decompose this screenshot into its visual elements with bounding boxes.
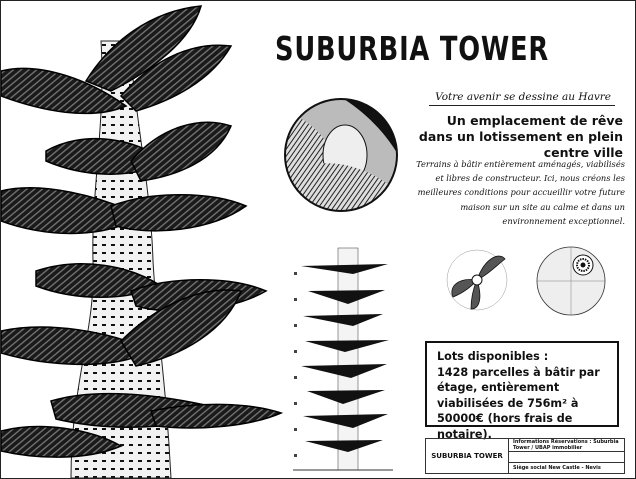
circular-render — [283, 97, 399, 213]
page-title: SUBURBIA TOWER — [275, 29, 550, 68]
title-block — [425, 438, 625, 474]
tagline-divider — [429, 105, 615, 106]
available-lots-box — [425, 341, 619, 441]
title-block-details — [509, 439, 624, 473]
title-block-office: Siège social New Castle - Nevis — [509, 462, 624, 473]
tower-elevation-drawing — [293, 246, 393, 472]
rotor-plan-drawing — [445, 247, 509, 313]
lots-heading: Lots disponibles : — [437, 350, 549, 363]
title-block-info: Informations Réservations : Suburbia Tower / UBAP immobilier — [513, 439, 619, 451]
headline: Un emplacement de rêve dans un lotissement en plein centre ville — [418, 113, 623, 160]
title-block-name: SUBURBIA TOWER — [426, 439, 509, 473]
floor-plan-drawing — [521, 243, 621, 319]
lots-body: 1428 parcelles à bâtir par étage, entièrement viabilisées de 756m² à 50000€ (hors frais de notaire). — [437, 365, 600, 441]
tagline: Votre avenir se dessine au Havre — [435, 91, 611, 103]
tower-render — [1, 1, 301, 478]
title-block-empty-row — [509, 451, 624, 462]
description: Terrains à bâtir entièrement aménagés, viabilisés et libres de constructeur. Ici, nous créons les meilleures conditions pour accueillir votre future maison sur un site au calme et dans un environnement exceptionnel. — [416, 159, 625, 226]
